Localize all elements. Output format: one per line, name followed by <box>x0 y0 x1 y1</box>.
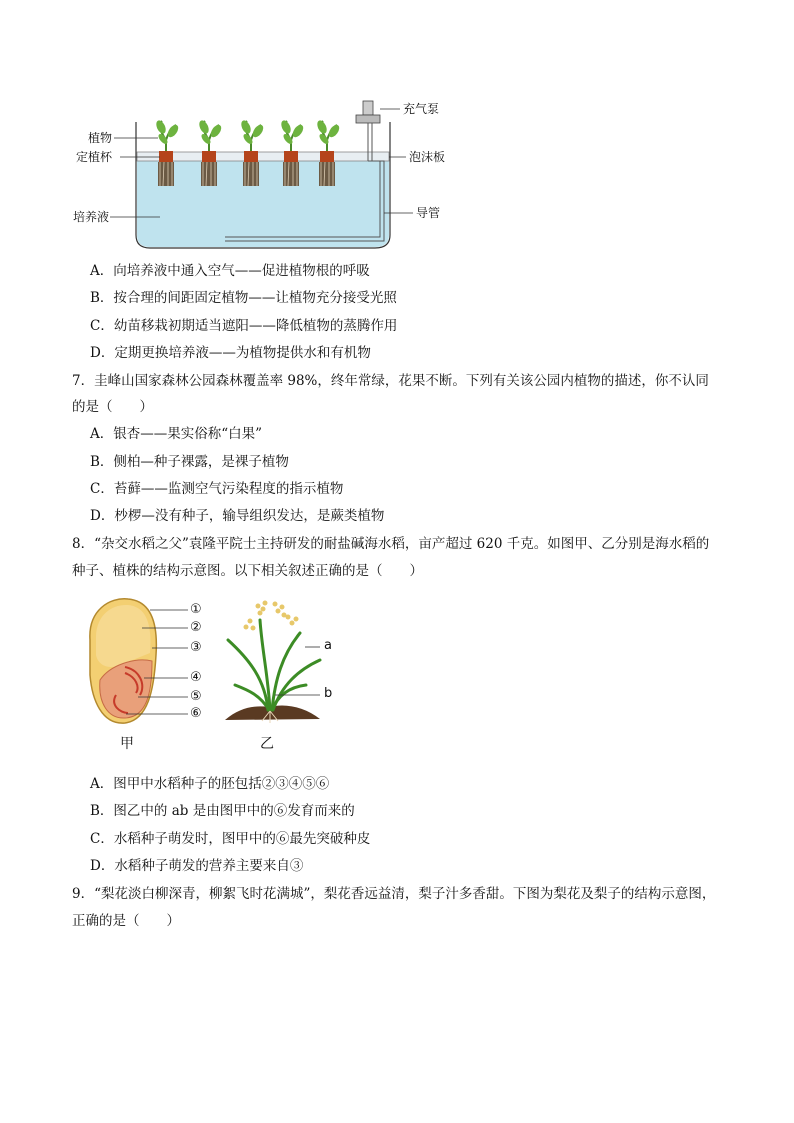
pump-base <box>356 115 380 123</box>
seed-label-6: ⑥ <box>190 706 202 721</box>
q9-stem-line1: 9．“梨花淡白柳深青，柳絮飞时花满城”，梨花香远益清，梨子汁多香甜。下图为梨花及梨子的结构示意图， <box>72 886 716 902</box>
seed-label-2: ② <box>190 620 202 635</box>
q8-option-b: B．图乙中的 ab 是由图甲中的⑥发育而来的 <box>90 803 355 819</box>
foam-board <box>137 152 389 161</box>
culture-solution-water <box>137 161 389 247</box>
q6-option-d: D．定期更换培养液——为植物提供水和有机物 <box>90 345 371 361</box>
label-pump: 充气泵 <box>403 102 440 116</box>
seed-label-3: ③ <box>190 640 202 655</box>
seed-label-1: ① <box>190 602 202 617</box>
q8-stem-line1: 8．“杂交水稻之父”袁隆平院士主持研发的耐盐碱海水稻，亩产超过 620 千克。如图甲、乙分别是海水稻的 <box>72 536 710 552</box>
rice-panicles <box>244 601 299 631</box>
label-plant: 植物 <box>88 131 113 145</box>
pump-top <box>363 101 373 115</box>
caption-yi: 乙 <box>260 736 274 752</box>
hydroponics-figure <box>70 95 470 255</box>
q8-option-a: A．图甲中水稻种子的胚包括②③④⑤⑥ <box>90 776 330 792</box>
q7-option-c: C．苔藓——监测空气污染程度的指示植物 <box>90 481 344 497</box>
q9-stem-line2: 正确的是（ ） <box>72 913 180 929</box>
label-tube: 导管 <box>416 206 441 220</box>
q6-option-b: B．按合理的间距固定植物——让植物充分接受光照 <box>90 290 397 306</box>
q6-option-c: C．幼苗移栽初期适当遮阳——降低植物的蒸腾作用 <box>90 318 398 334</box>
caption-jia: 甲 <box>120 736 134 752</box>
q6-option-a: A．向培养液中通入空气——促进植物根的呼吸 <box>90 263 370 279</box>
label-solution: 培养液 <box>73 210 110 224</box>
q7-stem-line1: 7．圭峰山国家森林公园森林覆盖率 98%，终年常绿，花果不断。下列有关该公园内植物的描述，你不认同 <box>72 373 709 389</box>
label-cup: 定植杯 <box>76 150 113 164</box>
plant-label-b: b <box>324 686 333 701</box>
rice-plant-diagram <box>220 595 340 735</box>
rice-leaves <box>228 620 320 710</box>
plant-label-a: a <box>324 638 332 653</box>
q7-option-b: B．侧柏—种子裸露，是裸子植物 <box>90 454 289 470</box>
q8-option-c: C．水稻种子萌发时，图甲中的⑥最先突破种皮 <box>90 831 371 847</box>
hydroponics-diagram <box>70 95 470 255</box>
label-foam: 泡沫板 <box>409 150 446 164</box>
seed-label-4: ④ <box>190 670 202 685</box>
seed-label-5: ⑤ <box>190 689 202 704</box>
rice-figure <box>80 595 340 760</box>
q7-option-a: A．银杏——果实俗称“白果” <box>90 426 263 442</box>
q7-option-d: D．杪椤—没有种子，输导组织发达，是蕨类植物 <box>90 508 385 524</box>
q8-option-d: D．水稻种子萌发的营养主要来自③ <box>90 858 304 874</box>
q7-stem-line2: 的是（ ） <box>72 399 153 415</box>
q8-stem-line2: 种子、植株的结构示意图。以下相关叙述正确的是（ ） <box>72 563 423 579</box>
